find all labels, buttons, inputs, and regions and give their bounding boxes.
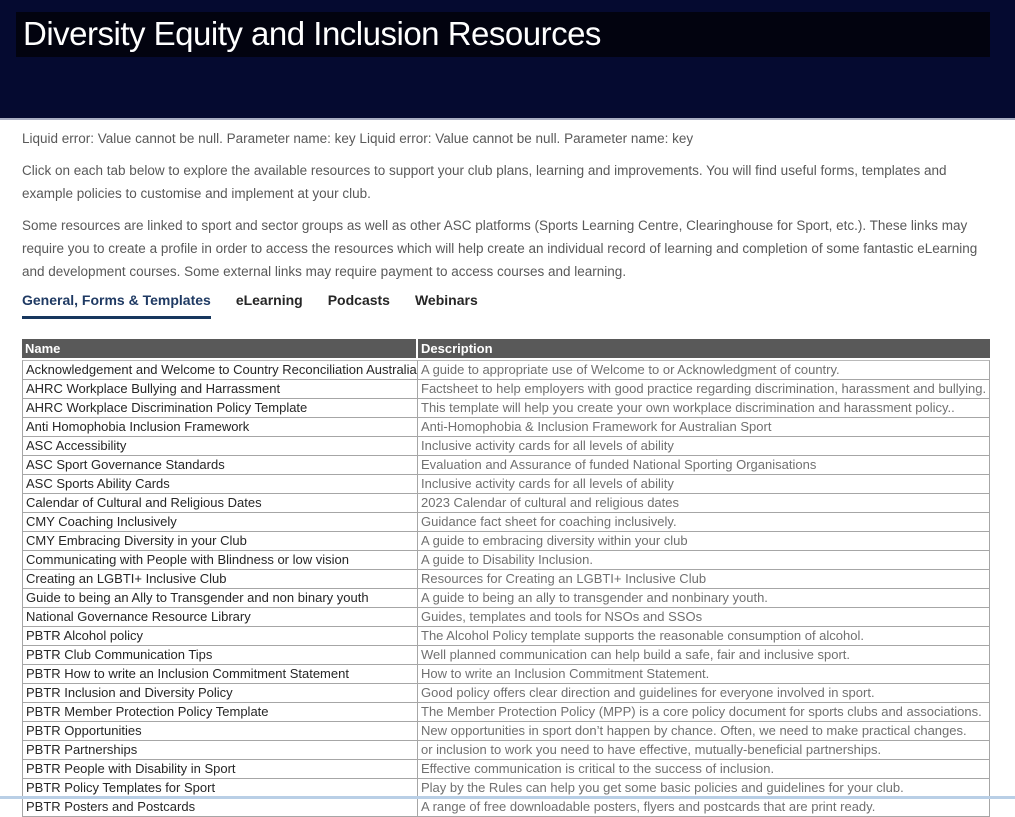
table-row	[22, 646, 990, 665]
resource-description: New opportunities in sport don’t happen by chance. Often, we need to make practical changes.	[418, 722, 990, 741]
resource-name-link[interactable]: AHRC Workplace Bullying and Harrassment	[22, 380, 418, 399]
table-row	[22, 684, 990, 703]
resource-name-link[interactable]: CMY Coaching Inclusively	[22, 513, 418, 532]
tab-podcasts[interactable]: Podcasts	[327, 292, 390, 308]
column-header-description: Description	[418, 339, 990, 360]
resources-table	[22, 339, 990, 817]
resource-name-link[interactable]: PBTR People with Disability in Sport	[22, 760, 418, 779]
table-row	[22, 608, 990, 627]
column-header-name: Name	[22, 339, 418, 360]
table-row	[22, 418, 990, 437]
resource-name-link[interactable]: AHRC Workplace Discrimination Policy Template	[22, 399, 418, 418]
resource-name-link[interactable]: PBTR Alcohol policy	[22, 627, 418, 646]
resource-description: Factsheet to help employers with good practice regarding discrimination, harassment and bullying.	[418, 380, 990, 399]
table-row	[22, 741, 990, 760]
resource-description: A guide to appropriate use of Welcome to or Acknowledgment of country.	[418, 360, 990, 380]
resource-description: Well planned communication can help build a safe, fair and inclusive sport.	[418, 646, 990, 665]
table-row	[22, 760, 990, 779]
table-row	[22, 437, 990, 456]
table-row	[22, 475, 990, 494]
resource-name-link[interactable]: ASC Accessibility	[22, 437, 418, 456]
resource-description: Guidance fact sheet for coaching inclusively.	[418, 513, 990, 532]
resource-description: A range of free downloadable posters, flyers and postcards that are print ready.	[418, 798, 990, 817]
resource-description: This template will help you create your own workplace discrimination and harassment policy..	[418, 399, 990, 418]
resource-name-link[interactable]: CMY Embracing Diversity in your Club	[22, 532, 418, 551]
resource-name-link[interactable]: PBTR Opportunities	[22, 722, 418, 741]
resource-description: Effective communication is critical to the success of inclusion.	[418, 760, 990, 779]
page-header	[0, 0, 1015, 120]
table-row	[22, 494, 990, 513]
table-row	[22, 722, 990, 741]
table-body	[22, 360, 990, 817]
table-row	[22, 399, 990, 418]
page-title-box	[16, 12, 990, 57]
table-row	[22, 513, 990, 532]
resource-name-link[interactable]: Calendar of Cultural and Religious Dates	[22, 494, 418, 513]
page-title: Diversity Equity and Inclusion Resources	[23, 14, 601, 52]
resource-name-link[interactable]: Communicating with People with Blindness or low vision	[22, 551, 418, 570]
table-row	[22, 360, 990, 380]
table-row	[22, 665, 990, 684]
resource-name-link[interactable]: Anti Homophobia Inclusion Framework	[22, 418, 418, 437]
resource-description: 2023 Calendar of cultural and religious dates	[418, 494, 990, 513]
table-row	[22, 703, 990, 722]
resource-description: Inclusive activity cards for all levels of ability	[418, 437, 990, 456]
table-header-row	[22, 339, 990, 360]
resource-description: A guide to Disability Inclusion.	[418, 551, 990, 570]
table-row	[22, 570, 990, 589]
resource-name-link[interactable]: ASC Sport Governance Standards	[22, 456, 418, 475]
resource-description: The Alcohol Policy template supports the reasonable consumption of alcohol.	[418, 627, 990, 646]
resource-name-link[interactable]: PBTR Member Protection Policy Template	[22, 703, 418, 722]
resource-name-link[interactable]: Acknowledgement and Welcome to Country Reconciliation Australia	[22, 360, 418, 380]
resource-description: or inclusion to work you need to have effective, mutually-beneficial partnerships.	[418, 741, 990, 760]
intro-paragraph-2: Some resources are linked to sport and sector groups as well as other ASC platforms (Sports Learning Centre, Clearinghouse for Sport, etc.). These links may require you to create a profile in order to access the resources which will help create an individual record of learning and completion of some fantastic eLearning and development courses. Some external links may require payment to access courses and learning.	[22, 218, 978, 279]
resource-name-link[interactable]: PBTR How to write an Inclusion Commitment Statement	[22, 665, 418, 684]
table-row	[22, 798, 990, 817]
table-row	[22, 589, 990, 608]
resource-description: Good policy offers clear direction and guidelines for everyone involved in sport.	[418, 684, 990, 703]
resource-name-link[interactable]: Creating an LGBTI+ Inclusive Club	[22, 570, 418, 589]
resource-description: Play by the Rules can help you get some basic policies and guidelines for your club.	[418, 779, 990, 798]
tab-webinars[interactable]: Webinars	[414, 292, 478, 308]
table-row	[22, 551, 990, 570]
resource-description: A guide to being an ally to transgender and nonbinary youth.	[418, 589, 990, 608]
resource-name-link[interactable]: PBTR Posters and Postcards	[22, 798, 418, 817]
resource-description: The Member Protection Policy (MPP) is a core policy document for sports clubs and associations.	[418, 703, 990, 722]
resource-name-link[interactable]: National Governance Resource Library	[22, 608, 418, 627]
resource-description: A guide to embracing diversity within your club	[418, 532, 990, 551]
intro-paragraph-1: Click on each tab below to explore the available resources to support your club plans, learning and improvements. You will find useful forms, templates and example policies to customise and implement at your club.	[22, 163, 947, 201]
table-row	[22, 627, 990, 646]
resource-name-link[interactable]: PBTR Policy Templates for Sport	[22, 779, 418, 798]
tab-bar	[22, 292, 989, 319]
liquid-error-text: Liquid error: Value cannot be null. Parameter name: key Liquid error: Value cannot be null. Parameter name: key	[22, 131, 694, 146]
tab-general-forms-templates[interactable]: General, Forms & Templates	[22, 292, 211, 319]
table-row	[22, 532, 990, 551]
table-row	[22, 380, 990, 399]
resource-description: Inclusive activity cards for all levels of ability	[418, 475, 990, 494]
resource-name-link[interactable]: ASC Sports Ability Cards	[22, 475, 418, 494]
resource-description: Resources for Creating an LGBTI+ Inclusive Club	[418, 570, 990, 589]
resource-name-link[interactable]: PBTR Partnerships	[22, 741, 418, 760]
resource-description: Guides, templates and tools for NSOs and SSOs	[418, 608, 990, 627]
main-content	[0, 127, 1015, 817]
tab-elearning[interactable]: eLearning	[235, 292, 303, 308]
resource-description: How to write an Inclusion Commitment Statement.	[418, 665, 990, 684]
resource-description: Anti-Homophobia & Inclusion Framework for Australian Sport	[418, 418, 990, 437]
resource-description: Evaluation and Assurance of funded National Sporting Organisations	[418, 456, 990, 475]
resource-name-link[interactable]: PBTR Club Communication Tips	[22, 646, 418, 665]
resource-name-link[interactable]: PBTR Inclusion and Diversity Policy	[22, 684, 418, 703]
resource-name-link[interactable]: Guide to being an Ally to Transgender and non binary youth	[22, 589, 418, 608]
table-row	[22, 456, 990, 475]
